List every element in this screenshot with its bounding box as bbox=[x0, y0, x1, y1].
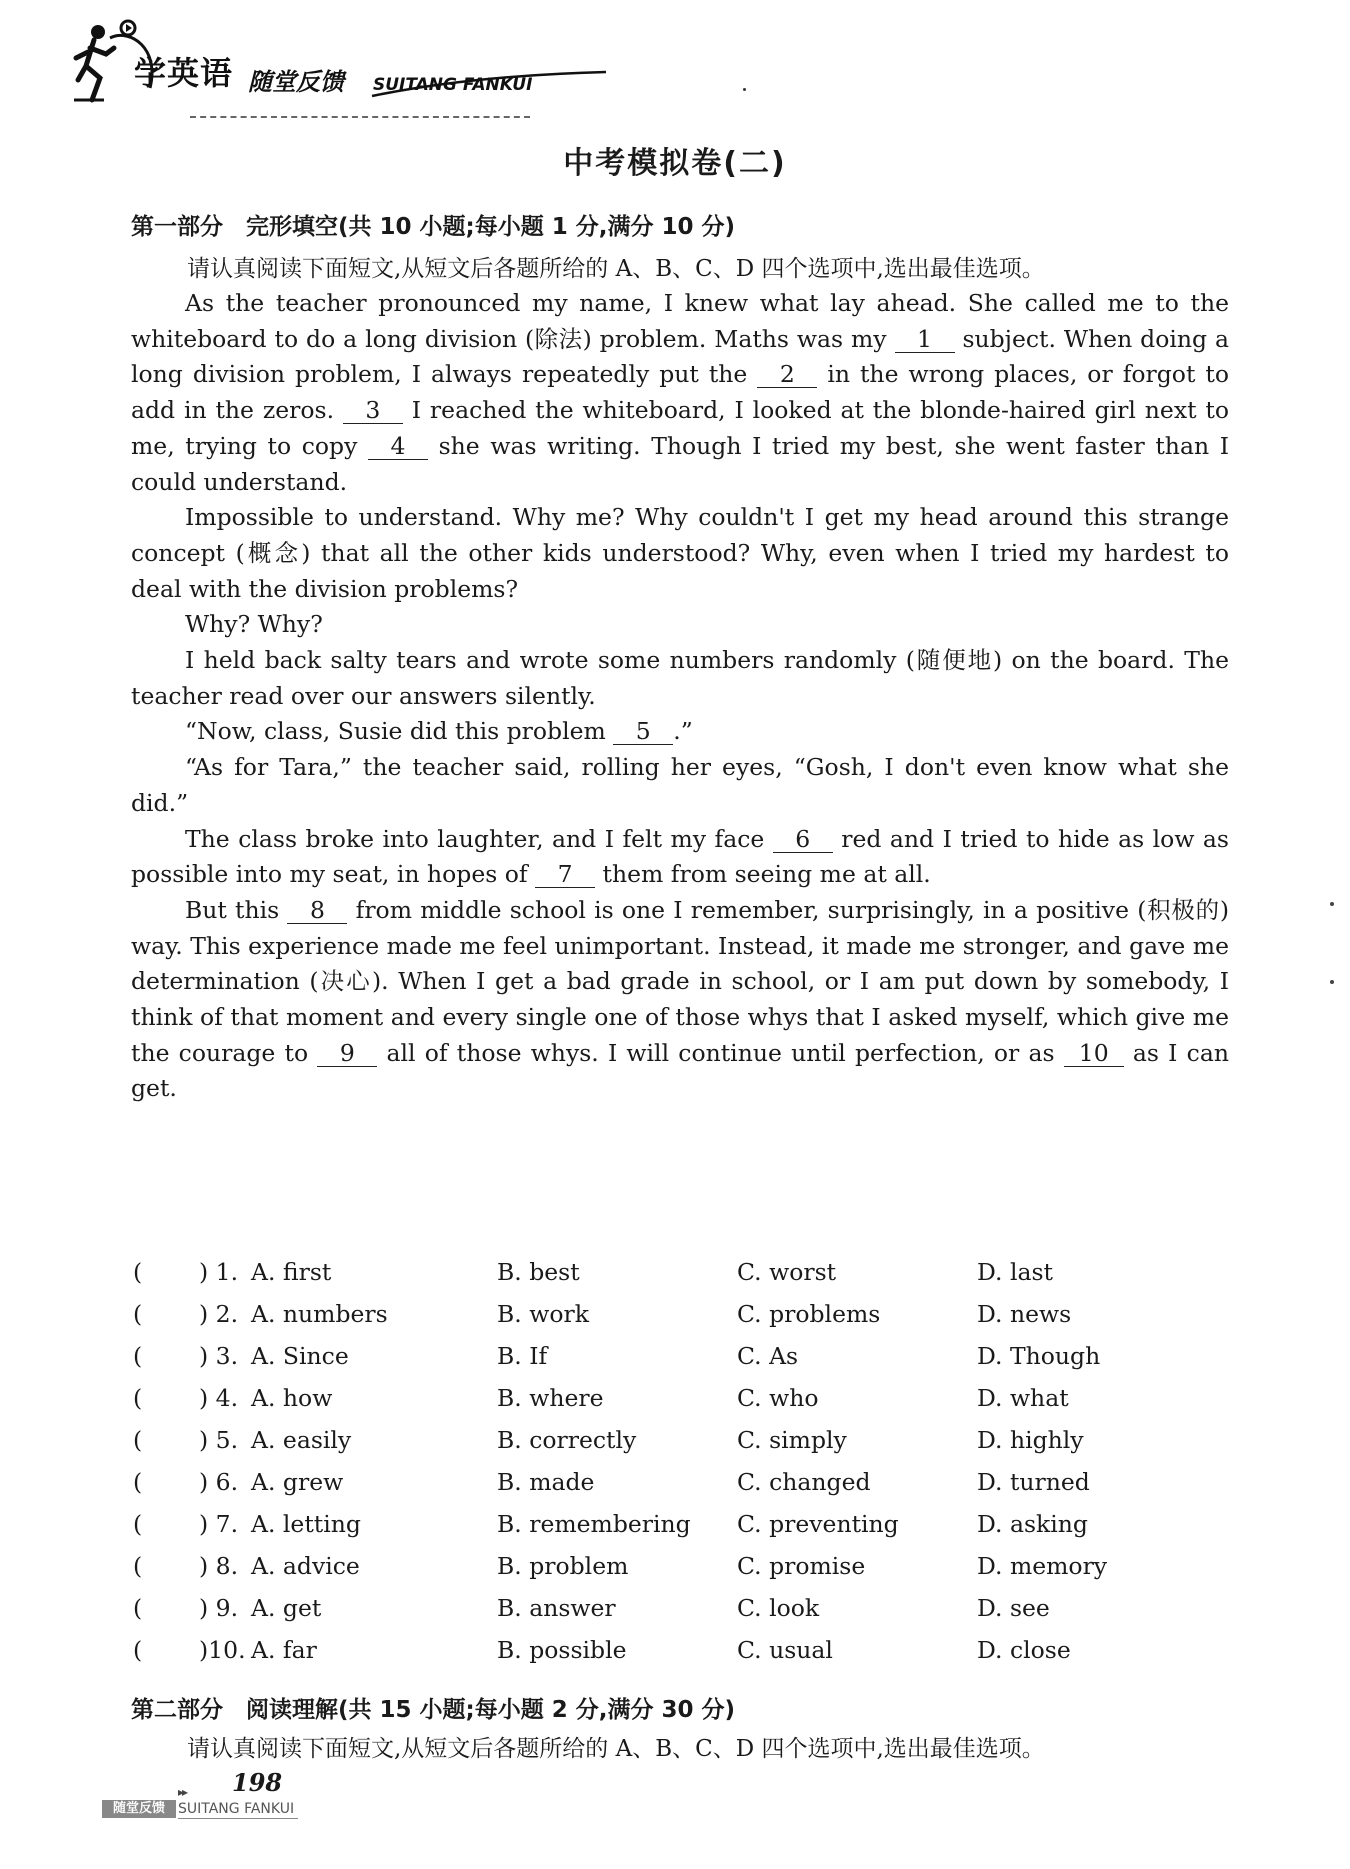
question-row: ( ) 3. A. Since B. If C. As D. Though bbox=[133, 1342, 1101, 1370]
option-d: D. see bbox=[977, 1594, 1050, 1622]
option-c: C. As bbox=[737, 1342, 799, 1370]
option-d: D. what bbox=[977, 1384, 1069, 1412]
option-a: A. get bbox=[251, 1594, 322, 1622]
option-d: D. memory bbox=[977, 1552, 1108, 1580]
option-b: B. work bbox=[497, 1300, 589, 1328]
speck bbox=[1330, 902, 1334, 906]
blank-6: 6 bbox=[773, 826, 833, 853]
logo-text: 学英语 bbox=[134, 54, 234, 92]
option-a: A. Since bbox=[251, 1342, 349, 1370]
double-arrow-icon: ▸▸ bbox=[178, 1785, 187, 1799]
footer-divider bbox=[178, 1818, 298, 1819]
paragraph-7: The class broke into laughter, and I felt my face 6 red and I tried to hide as low as possible into my seat, in hopes of 7 them from seeing me at all. bbox=[131, 824, 1229, 889]
option-d: D. last bbox=[977, 1258, 1053, 1286]
option-b: B. possible bbox=[497, 1636, 627, 1664]
header-divider bbox=[190, 116, 530, 118]
question-row: ( ) 6. A. grew B. made C. changed D. turned bbox=[133, 1468, 1090, 1496]
option-b: B. correctly bbox=[497, 1426, 637, 1454]
question-row: ( ) 9. A. get B. answer C. look D. see bbox=[133, 1594, 1050, 1622]
option-b: B. best bbox=[497, 1258, 580, 1286]
cloze-passage bbox=[131, 286, 1229, 1107]
option-a: A. far bbox=[251, 1636, 317, 1664]
paragraph-3: Why? Why? bbox=[185, 610, 323, 639]
part2-heading: 第二部分 阅读理解(共 15 小题;每小题 2 分,满分 30 分) bbox=[131, 1697, 736, 1723]
question-row: ( ) 7. A. letting B. remembering C. preventing D. asking bbox=[133, 1510, 1088, 1538]
blank-9: 9 bbox=[317, 1040, 377, 1067]
option-a: A. easily bbox=[251, 1426, 352, 1454]
option-d: D. close bbox=[977, 1636, 1071, 1664]
option-c: C. simply bbox=[737, 1426, 847, 1454]
paragraph-4: I held back salty tears and wrote some numbers randomly (随便地) on the board. The teacher read over our answers silently. bbox=[131, 646, 1229, 710]
question-row: ( ) 1. A. first B. best C. worst D. last bbox=[133, 1258, 1053, 1286]
option-c: C. usual bbox=[737, 1636, 833, 1664]
option-a: A. numbers bbox=[251, 1300, 388, 1328]
option-a: A. letting bbox=[251, 1510, 361, 1538]
page-number: 198 bbox=[232, 1768, 283, 1797]
logo-subtitle: 随堂反馈 bbox=[248, 68, 344, 96]
option-c: C. who bbox=[737, 1384, 819, 1412]
answer-options bbox=[131, 1258, 1231, 1678]
part1-heading: 第一部分 完形填空(共 10 小题;每小题 1 分,满分 10 分) bbox=[131, 214, 736, 240]
paragraph-2: Impossible to understand. Why me? Why couldn't I get my head around this strange concept (概念) that all the other kids understood? Why, even when I tried my hardest to deal with the division problems? bbox=[131, 503, 1229, 603]
option-c: C. problems bbox=[737, 1300, 881, 1328]
page-title: 中考模拟卷(二) bbox=[563, 146, 787, 181]
part2-instruction: 请认真阅读下面短文,从短文后各题所给的 A、B、C、D 四个选项中,选出最佳选项。 bbox=[187, 1736, 1045, 1762]
question-row: ( ) 2. A. numbers B. work C. problems D. news bbox=[133, 1300, 1072, 1328]
option-c: C. changed bbox=[737, 1468, 871, 1496]
question-row: ( ) 4. A. how B. where C. who D. what bbox=[133, 1384, 1069, 1412]
option-c: C. look bbox=[737, 1594, 820, 1622]
speck bbox=[743, 88, 746, 91]
blank-3: 3 bbox=[343, 397, 403, 424]
option-c: C. preventing bbox=[737, 1510, 899, 1538]
question-row: ( )10. A. far B. possible C. usual D. close bbox=[133, 1636, 1071, 1664]
header-logo bbox=[70, 18, 560, 118]
blank-4: 4 bbox=[368, 433, 428, 460]
option-c: C. promise bbox=[737, 1552, 866, 1580]
blank-5: 5 bbox=[613, 718, 673, 745]
blank-7: 7 bbox=[535, 861, 595, 888]
speck bbox=[1330, 980, 1334, 984]
option-b: B. remembering bbox=[497, 1510, 691, 1538]
blank-10: 10 bbox=[1064, 1040, 1124, 1067]
option-d: D. turned bbox=[977, 1468, 1090, 1496]
paragraph-8: But this 8 from middle school is one I remember, surprisingly, in a positive (积极的) way. This experience made me feel unimportant. Instead, it made me stronger, and gave me determination (决心). When I get a bad grade in school, or I am put down by somebody, I think of that moment and every single one of those whys that I asked myself, which give me the courage to 9 all of those whys. I will continue until perfection, or as 10 as I can get. bbox=[131, 895, 1229, 1103]
option-a: A. how bbox=[251, 1384, 333, 1412]
footer-english: SUITANG FANKUI bbox=[178, 1801, 295, 1817]
blank-8: 8 bbox=[287, 897, 347, 924]
option-d: D. news bbox=[977, 1300, 1072, 1328]
option-d: D. asking bbox=[977, 1510, 1088, 1538]
paragraph-6: “As for Tara,” the teacher said, rolling her eyes, “Gosh, I don't even know what she did.” bbox=[131, 753, 1229, 817]
option-a: A. advice bbox=[251, 1552, 360, 1580]
option-b: B. If bbox=[497, 1342, 548, 1370]
option-c: C. worst bbox=[737, 1258, 837, 1286]
option-a: A. grew bbox=[251, 1468, 344, 1496]
option-b: B. problem bbox=[497, 1552, 629, 1580]
option-b: B. answer bbox=[497, 1594, 616, 1622]
option-a: A. first bbox=[251, 1258, 332, 1286]
option-d: D. Though bbox=[977, 1342, 1101, 1370]
blank-2: 2 bbox=[757, 361, 817, 388]
footer-badge: 随堂反馈 bbox=[102, 1800, 176, 1818]
paragraph-1: As the teacher pronounced my name, I knew what lay ahead. She called me to the whiteboard to do a long division (除法) problem. Maths was my 1 subject. When doing a long division problem, I always repeatedly put the 2 in the wrong places, or forgot to add in the zeros. 3 I reached the whiteboard, I looked at the blonde-haired girl next to me, trying to copy 4 she was writing. Though I tried my best, she went faster than I could understand. bbox=[131, 289, 1229, 496]
option-b: B. where bbox=[497, 1384, 604, 1412]
logo-english: SUITANG FANKUI bbox=[373, 75, 533, 95]
part1-instruction: 请认真阅读下面短文,从短文后各题所给的 A、B、C、D 四个选项中,选出最佳选项。 bbox=[187, 256, 1045, 282]
option-b: B. made bbox=[497, 1468, 595, 1496]
paragraph-5: “Now, class, Susie did this problem 5 .” bbox=[185, 717, 693, 746]
question-row: ( ) 5. A. easily B. correctly C. simply D. highly bbox=[133, 1426, 1084, 1454]
option-d: D. highly bbox=[977, 1426, 1084, 1454]
blank-1: 1 bbox=[895, 326, 955, 353]
question-row: ( ) 8. A. advice B. problem C. promise D. memory bbox=[133, 1552, 1108, 1580]
